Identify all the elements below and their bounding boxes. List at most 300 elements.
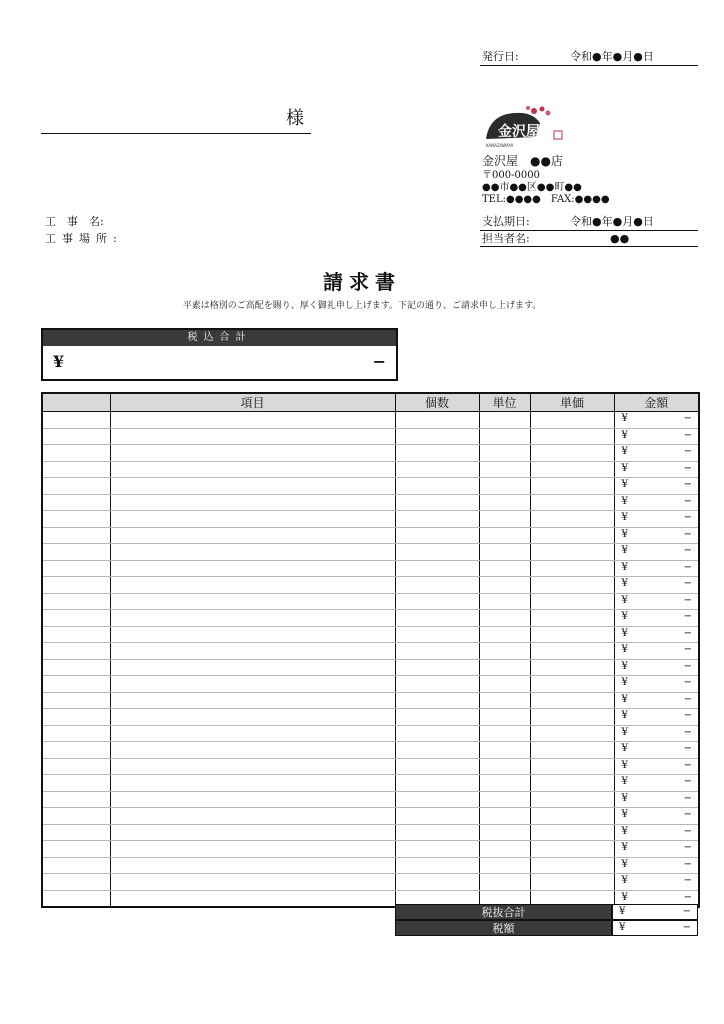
cell-quantity[interactable] [395,428,479,445]
cell-amount[interactable] [614,742,699,759]
cell-unit[interactable] [479,428,530,445]
cell-quantity[interactable] [395,412,479,429]
cell-no[interactable] [42,461,110,478]
amount-value: − [683,545,692,556]
cell-no[interactable] [42,692,110,709]
cell-amount[interactable] [614,725,699,742]
amount-value: − [683,677,692,688]
issue-date-underline [480,65,698,66]
cell-quantity[interactable] [395,692,479,709]
cell-no[interactable] [42,511,110,528]
cell-item[interactable] [110,428,395,445]
cell-no[interactable] [42,643,110,660]
cell-item[interactable] [110,841,395,858]
cell-item[interactable] [110,461,395,478]
cell-no[interactable] [42,626,110,643]
cell-item[interactable] [110,775,395,792]
cell-amount[interactable] [614,709,699,726]
cell-amount[interactable] [614,428,699,445]
cell-amount[interactable] [614,775,699,792]
amount-value: − [683,759,692,771]
amount-value: − [683,462,692,474]
cell-unit[interactable] [479,544,530,561]
amount-yen-symbol: ¥ [621,891,628,903]
column-header-unit: 単位 [479,393,530,412]
cell-unit-price[interactable] [530,577,614,594]
table-row [42,841,699,858]
table-row [42,626,699,643]
cell-unit[interactable] [479,841,530,858]
table-row [42,560,699,577]
table-row [42,610,699,627]
cell-amount[interactable] [614,511,699,528]
amount-value: − [683,627,692,639]
cell-unit-price[interactable] [530,775,614,792]
cell-quantity[interactable] [395,857,479,874]
table-row [42,791,699,808]
cell-unit-price[interactable] [530,643,614,660]
amount-yen-symbol: ¥ [621,726,628,738]
cell-unit[interactable] [479,692,530,709]
cell-unit-price[interactable] [530,676,614,693]
amount-value: − [683,611,692,622]
total-value: − [372,352,386,371]
cell-unit[interactable] [479,808,530,825]
cell-quantity[interactable] [395,791,479,808]
cell-amount[interactable] [614,527,699,544]
cell-item[interactable] [110,544,395,561]
cell-amount[interactable] [614,874,699,891]
cell-unit-price[interactable] [530,478,614,495]
cell-item[interactable] [110,890,395,907]
amount-yen-symbol: ¥ [621,693,628,705]
cell-amount[interactable] [614,626,699,643]
company-name: 金沢屋 ●●店 [482,154,563,168]
cell-quantity[interactable] [395,874,479,891]
cell-amount[interactable] [614,544,699,561]
table-row [42,428,699,445]
table-row [42,874,699,891]
amount-yen-symbol: ¥ [621,429,628,441]
cell-no[interactable] [42,841,110,858]
subtotal-yen-symbol: ¥ [619,906,626,917]
cell-unit[interactable] [479,824,530,841]
cell-item[interactable] [110,610,395,627]
amount-yen-symbol: ¥ [621,413,628,424]
amount-value: − [683,413,692,424]
cell-amount[interactable] [614,610,699,627]
cell-unit[interactable] [479,626,530,643]
cell-no[interactable] [42,808,110,825]
table-row [42,544,699,561]
table-row [42,527,699,544]
cell-unit[interactable] [479,874,530,891]
amount-value: − [683,710,692,721]
person-underline [480,246,698,247]
tax-value: − [682,922,691,933]
cell-unit[interactable] [479,709,530,726]
table-row [42,461,699,478]
cell-unit[interactable] [479,857,530,874]
work-site-label: 工事場所: [45,232,123,245]
cell-no[interactable] [42,659,110,676]
amount-yen-symbol: ¥ [621,677,628,688]
cell-unit-price[interactable] [530,725,614,742]
amount-value: − [683,842,692,853]
cell-amount[interactable] [614,791,699,808]
cell-no[interactable] [42,494,110,511]
cell-unit[interactable] [479,643,530,660]
cell-item[interactable] [110,676,395,693]
cell-amount[interactable] [614,593,699,610]
cell-amount[interactable] [614,412,699,429]
cell-amount[interactable] [614,494,699,511]
cell-item[interactable] [110,577,395,594]
amount-value: − [683,660,692,672]
amount-yen-symbol: ¥ [621,825,628,837]
cell-unit[interactable] [479,659,530,676]
amount-value: − [683,776,692,787]
cell-unit[interactable] [479,791,530,808]
cell-no[interactable] [42,412,110,429]
logo-text: 金沢屋 [498,124,540,140]
subtotal-value-cell[interactable] [612,904,698,920]
cell-item[interactable] [110,593,395,610]
cell-unit-price[interactable] [530,527,614,544]
cell-unit[interactable] [479,478,530,495]
tax-label: 税額 [395,920,612,936]
amount-value: − [683,446,692,457]
table-row [42,494,699,511]
cell-quantity[interactable] [395,709,479,726]
table-row [42,775,699,792]
amount-value: − [683,561,692,573]
cell-unit[interactable] [479,445,530,462]
cell-quantity[interactable] [395,445,479,462]
cell-amount[interactable] [614,824,699,841]
cell-amount[interactable] [614,659,699,676]
cell-no[interactable] [42,824,110,841]
cell-item[interactable] [110,725,395,742]
cell-amount[interactable] [614,445,699,462]
cell-unit-price[interactable] [530,560,614,577]
amount-value: − [683,891,692,903]
document-title: 請求書 [323,270,401,294]
amount-value: − [683,858,692,870]
cell-quantity[interactable] [395,626,479,643]
cell-unit[interactable] [479,494,530,511]
cell-unit[interactable] [479,742,530,759]
amount-yen-symbol: ¥ [621,545,628,556]
cell-item[interactable] [110,742,395,759]
cell-unit-price[interactable] [530,593,614,610]
cell-unit-price[interactable] [530,659,614,676]
table-row [42,808,699,825]
cell-no[interactable] [42,857,110,874]
cell-item[interactable] [110,758,395,775]
total-box [41,328,398,381]
cell-item[interactable] [110,824,395,841]
cell-unit-price[interactable] [530,791,614,808]
cell-quantity[interactable] [395,593,479,610]
cell-quantity[interactable] [395,824,479,841]
cell-unit[interactable] [479,412,530,429]
amount-yen-symbol: ¥ [621,479,628,490]
cell-quantity[interactable] [395,544,479,561]
cell-unit-price[interactable] [530,692,614,709]
logo-subtext: KANAZAWAYA [486,143,514,148]
cell-no[interactable] [42,791,110,808]
amount-yen-symbol: ¥ [621,594,628,606]
amount-yen-symbol: ¥ [621,743,628,754]
cell-item[interactable] [110,857,395,874]
cell-unit-price[interactable] [530,857,614,874]
cell-unit-price[interactable] [530,742,614,759]
subtotal-value: − [682,906,691,917]
cell-quantity[interactable] [395,742,479,759]
cell-no[interactable] [42,610,110,627]
cell-unit-price[interactable] [530,428,614,445]
table-row [42,857,699,874]
cell-no[interactable] [42,890,110,907]
cell-item[interactable] [110,527,395,544]
cell-amount[interactable] [614,577,699,594]
cell-unit[interactable] [479,527,530,544]
amount-yen-symbol: ¥ [621,495,628,507]
table-row [42,742,699,759]
cell-unit-price[interactable] [530,511,614,528]
table-row [42,692,699,709]
amount-value: − [683,495,692,507]
cell-amount[interactable] [614,461,699,478]
payment-due-value: 令和●年●月●日 [570,215,654,228]
recipient-suffix: 様 [286,108,304,129]
cell-unit-price[interactable] [530,461,614,478]
cell-item[interactable] [110,511,395,528]
cell-quantity[interactable] [395,841,479,858]
cell-unit[interactable] [479,560,530,577]
amount-value: − [683,594,692,606]
items-table [41,392,700,908]
payment-due-underline [480,230,698,231]
tax-yen-symbol: ¥ [619,922,626,933]
cell-quantity[interactable] [395,610,479,627]
table-row [42,478,699,495]
cell-no[interactable] [42,544,110,561]
cell-no[interactable] [42,428,110,445]
company-logo-icon [482,103,568,149]
amount-value: − [683,578,692,589]
cell-item[interactable] [110,478,395,495]
column-header-unit-price: 単価 [530,393,614,412]
cell-amount[interactable] [614,676,699,693]
cell-quantity[interactable] [395,478,479,495]
amount-yen-symbol: ¥ [621,660,628,672]
cell-item[interactable] [110,791,395,808]
amount-yen-symbol: ¥ [621,875,628,886]
cell-item[interactable] [110,560,395,577]
amount-value: − [683,743,692,754]
amount-yen-symbol: ¥ [621,627,628,639]
cell-no[interactable] [42,742,110,759]
cell-item[interactable] [110,692,395,709]
cell-unit-price[interactable] [530,874,614,891]
amount-yen-symbol: ¥ [621,561,628,573]
amount-yen-symbol: ¥ [621,858,628,870]
cell-item[interactable] [110,643,395,660]
amount-value: − [683,528,692,540]
cell-unit[interactable] [479,461,530,478]
amount-yen-symbol: ¥ [621,578,628,589]
cell-unit[interactable] [479,593,530,610]
cell-unit[interactable] [479,775,530,792]
amount-yen-symbol: ¥ [621,644,628,655]
cell-no[interactable] [42,593,110,610]
cell-item[interactable] [110,445,395,462]
amount-yen-symbol: ¥ [621,512,628,523]
table-row [42,445,699,462]
cell-unit[interactable] [479,511,530,528]
cell-unit[interactable] [479,758,530,775]
amount-value: − [683,644,692,655]
cell-unit-price[interactable] [530,494,614,511]
cell-quantity[interactable] [395,676,479,693]
cell-no[interactable] [42,527,110,544]
amount-value: − [683,512,692,523]
cell-item[interactable] [110,412,395,429]
cell-amount[interactable] [614,857,699,874]
table-row [42,643,699,660]
cell-quantity[interactable] [395,725,479,742]
table-row [42,758,699,775]
cell-amount[interactable] [614,808,699,825]
tax-row [395,920,698,936]
cell-unit-price[interactable] [530,626,614,643]
cell-item[interactable] [110,659,395,676]
amount-value: − [683,825,692,837]
cell-unit[interactable] [479,725,530,742]
cell-unit-price[interactable] [530,610,614,627]
table-header-row [42,393,699,412]
cell-quantity[interactable] [395,494,479,511]
amount-yen-symbol: ¥ [621,611,628,622]
column-header-quantity: 個数 [395,393,479,412]
amount-yen-symbol: ¥ [621,710,628,721]
table-row [42,725,699,742]
issue-date-value: 令和●年●月●日 [570,50,654,63]
cell-quantity[interactable] [395,758,479,775]
cell-quantity[interactable] [395,511,479,528]
subtotal-label: 税抜合計 [395,904,612,920]
cell-no[interactable] [42,676,110,693]
amount-yen-symbol: ¥ [621,792,628,804]
document-subtitle: 平素は格別のご高配を賜り、厚く御礼申し上げます。下記の通り、ご請求申し上げます。 [182,301,542,311]
cell-amount[interactable] [614,692,699,709]
cell-no[interactable] [42,709,110,726]
cell-no[interactable] [42,577,110,594]
company-postal: 〒000-0000 [482,170,540,181]
cell-no[interactable] [42,874,110,891]
cell-unit-price[interactable] [530,808,614,825]
amount-value: − [683,693,692,705]
cell-quantity[interactable] [395,643,479,660]
cell-item[interactable] [110,808,395,825]
table-row [42,824,699,841]
cell-quantity[interactable] [395,659,479,676]
cell-amount[interactable] [614,643,699,660]
cell-item[interactable] [110,626,395,643]
cell-unit-price[interactable] [530,709,614,726]
company-address: ●●市●●区●●町●● [482,182,582,193]
cell-unit-price[interactable] [530,758,614,775]
cell-no[interactable] [42,775,110,792]
person-label: 担当者名: [482,232,530,245]
cell-quantity[interactable] [395,775,479,792]
cell-unit-price[interactable] [530,841,614,858]
table-row [42,412,699,429]
cell-unit-price[interactable] [530,824,614,841]
cell-quantity[interactable] [395,808,479,825]
person-value: ●● [610,232,630,245]
company-tel-fax: TEL:●●●● FAX:●●●● [482,194,610,205]
cell-unit-price[interactable] [530,544,614,561]
amount-value: − [683,809,692,820]
amount-yen-symbol: ¥ [621,809,628,820]
cell-item[interactable] [110,494,395,511]
cell-no[interactable] [42,478,110,495]
amount-yen-symbol: ¥ [621,446,628,457]
cell-item[interactable] [110,874,395,891]
cell-quantity[interactable] [395,560,479,577]
column-header-amount: 金額 [614,393,699,412]
amount-yen-symbol: ¥ [621,462,628,474]
payment-due-label: 支払期日: [482,215,530,228]
column-header-item: 項目 [110,393,395,412]
cell-unit-price[interactable] [530,412,614,429]
amount-value: − [683,792,692,804]
cell-amount[interactable] [614,841,699,858]
cell-amount[interactable] [614,478,699,495]
cell-unit[interactable] [479,676,530,693]
amount-value: − [683,875,692,886]
total-yen-symbol: ¥ [53,352,65,371]
cell-unit-price[interactable] [530,445,614,462]
cell-amount[interactable] [614,758,699,775]
cell-no[interactable] [42,725,110,742]
cell-no[interactable] [42,560,110,577]
recipient-underline[interactable] [41,133,311,134]
amount-yen-symbol: ¥ [621,776,628,787]
cell-quantity[interactable] [395,527,479,544]
cell-quantity[interactable] [395,577,479,594]
cell-no[interactable] [42,758,110,775]
cell-quantity[interactable] [395,461,479,478]
cell-amount[interactable] [614,560,699,577]
amount-yen-symbol: ¥ [621,759,628,771]
cell-no[interactable] [42,445,110,462]
table-row [42,659,699,676]
subtotal-row [395,904,698,920]
cell-unit[interactable] [479,610,530,627]
table-row [42,593,699,610]
amount-value: − [683,429,692,441]
cell-unit[interactable] [479,577,530,594]
cell-item[interactable] [110,709,395,726]
amount-yen-symbol: ¥ [621,842,628,853]
tax-value-cell[interactable] [612,920,698,936]
table-row [42,709,699,726]
issue-date-label: 発行日: [482,50,519,63]
